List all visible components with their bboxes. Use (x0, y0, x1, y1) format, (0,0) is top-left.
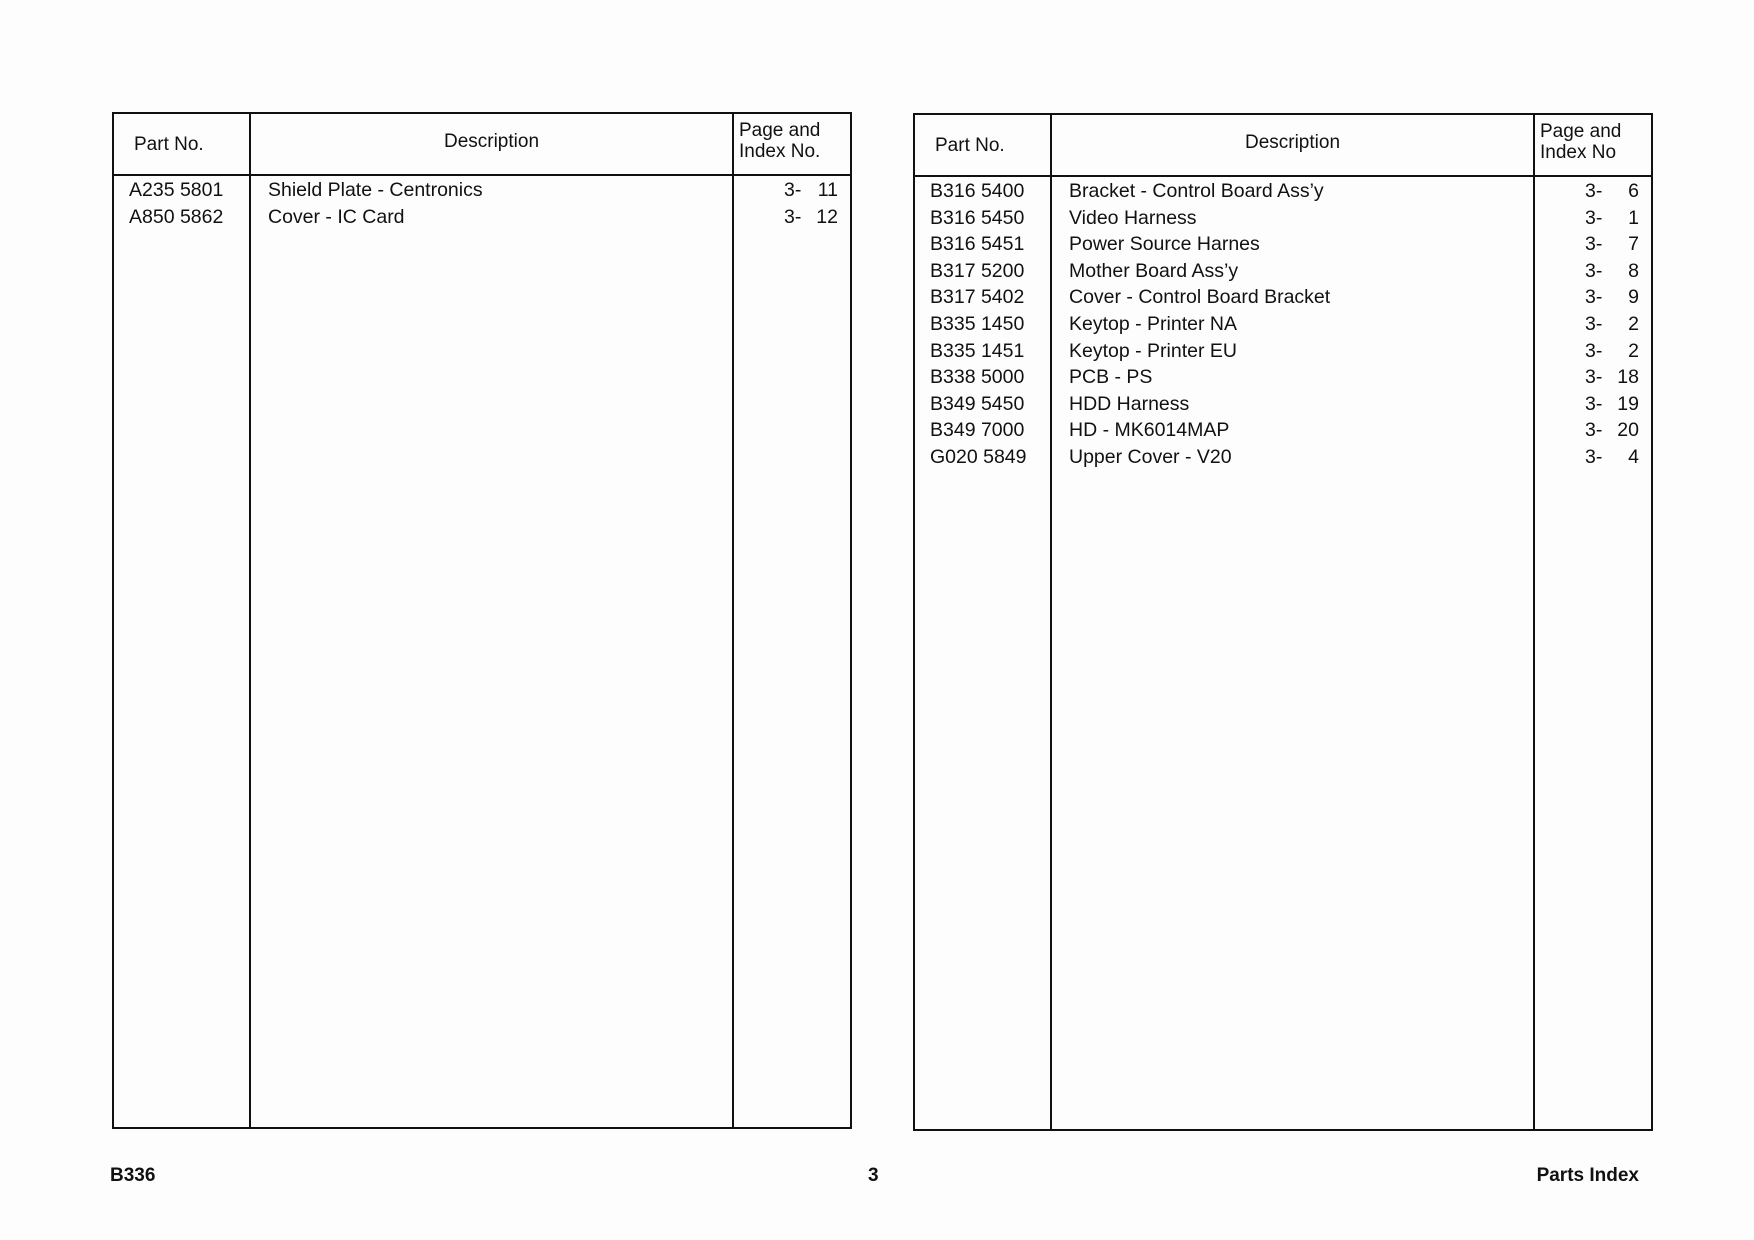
table-row (915, 391, 1651, 418)
table-rows (114, 177, 850, 230)
footer-page-number: 3 (868, 1165, 879, 1186)
page-cell: 3- (1585, 312, 1603, 335)
part-number-cell: B317 5200 (930, 259, 1025, 282)
page-cell: 3- (784, 205, 802, 228)
index-number-cell: 20 (1617, 419, 1639, 442)
page-cell: 3- (1585, 206, 1603, 229)
page-cell: 3- (1585, 286, 1603, 309)
page-cell: 3- (1585, 419, 1603, 442)
footer-section-title: Parts Index (1536, 1165, 1639, 1186)
part-number-cell: B349 5450 (930, 392, 1025, 415)
header-description: Description (443, 131, 540, 152)
page-cell: 3- (1585, 180, 1603, 202)
part-number-cell: A850 5862 (129, 205, 224, 228)
part-number-cell: B338 5000 (930, 366, 1025, 389)
table-row (915, 205, 1651, 232)
index-number-cell: 8 (1628, 259, 1639, 282)
index-number-cell: 1 (1628, 206, 1639, 229)
description-cell: Bracket - Control Board Ass’y (1069, 180, 1324, 202)
description-cell: Video Harness (1069, 206, 1197, 229)
header-rule (114, 174, 850, 176)
page-cell: 3- (1585, 233, 1603, 256)
description-cell: Mother Board Ass’y (1069, 259, 1239, 282)
part-number-cell: A235 5801 (129, 179, 224, 201)
page-cell: 3- (1585, 366, 1603, 389)
header-description: Description (1244, 132, 1341, 153)
page-cell: 3- (1585, 392, 1603, 415)
description-cell: Power Source Harnes (1069, 233, 1260, 256)
header-page-line2: Index No (1540, 142, 1617, 163)
index-number-cell: 7 (1628, 233, 1639, 256)
table-row (915, 178, 1651, 205)
part-number-cell: B335 1450 (930, 312, 1025, 335)
header-page-line2: Index No. (739, 141, 821, 162)
description-cell: Cover - IC Card (268, 205, 405, 228)
description-cell: Keytop - Printer NA (1069, 312, 1237, 335)
description-cell: HD - MK6014MAP (1069, 419, 1230, 442)
page-cell: 3- (1585, 445, 1603, 468)
column-divider (732, 114, 734, 1127)
page-cell: 3- (784, 179, 802, 201)
part-number-cell: B349 7000 (930, 419, 1025, 442)
part-number-cell: B316 5400 (930, 180, 1025, 202)
description-cell: HDD Harness (1069, 392, 1190, 415)
part-number-cell: B316 5451 (930, 233, 1025, 256)
table-row (915, 311, 1651, 338)
page-cell: 3- (1585, 259, 1603, 282)
table-row (915, 338, 1651, 365)
header-page-line1: Page and (1540, 121, 1622, 142)
table-row (114, 177, 850, 204)
parts-index-table-left (112, 112, 852, 1129)
table-row (915, 258, 1651, 285)
description-cell: Upper Cover - V20 (1069, 445, 1232, 468)
part-number-cell: B335 1451 (930, 339, 1025, 362)
index-number-cell: 11 (817, 179, 838, 201)
table-row (915, 231, 1651, 258)
index-number-cell: 2 (1628, 312, 1639, 335)
column-divider (249, 114, 251, 1127)
table-row (915, 284, 1651, 311)
index-number-cell: 19 (1617, 392, 1639, 415)
index-number-cell: 18 (1617, 366, 1639, 389)
table-row (915, 417, 1651, 444)
description-cell: Shield Plate - Centronics (268, 179, 483, 201)
part-number-cell: B316 5450 (930, 206, 1025, 229)
footer-model: B336 (110, 1165, 156, 1186)
table-row (915, 444, 1651, 471)
index-number-cell: 12 (816, 205, 838, 228)
header-page-index (1533, 115, 1653, 175)
parts-index-table-right (913, 113, 1653, 1131)
description-cell: Keytop - Printer EU (1069, 339, 1237, 362)
part-number-cell: G020 5849 (930, 445, 1027, 468)
table-row (915, 364, 1651, 391)
header-rule (915, 175, 1651, 177)
description-cell: Cover - Control Board Bracket (1069, 286, 1331, 309)
header-page-line1: Page and (739, 120, 821, 141)
header-part-no: Part No. (134, 134, 204, 155)
page-cell: 3- (1585, 339, 1603, 362)
header-part-no: Part No. (935, 135, 1005, 156)
index-number-cell: 9 (1628, 286, 1639, 309)
description-cell: PCB - PS (1069, 366, 1153, 389)
index-number-cell: 6 (1628, 180, 1639, 202)
table-rows (915, 178, 1651, 471)
index-number-cell: 2 (1628, 339, 1639, 362)
part-number-cell: B317 5402 (930, 286, 1025, 309)
header-page-index (732, 114, 852, 174)
index-number-cell: 4 (1628, 445, 1639, 468)
table-row (114, 204, 850, 231)
